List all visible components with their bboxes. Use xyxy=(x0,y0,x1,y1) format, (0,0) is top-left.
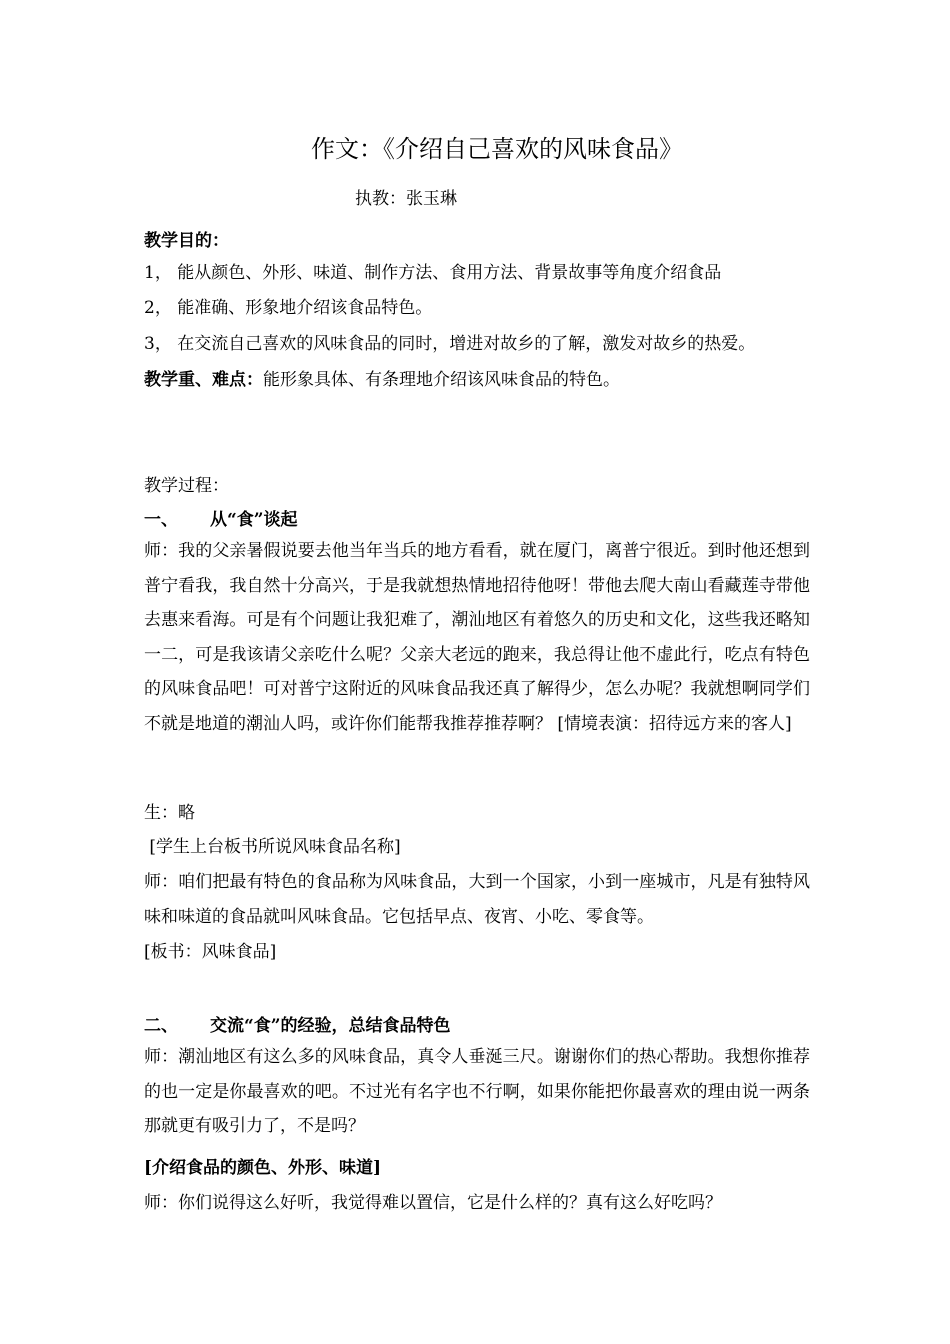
document-title: 作文：《介绍自己喜欢的风味食品》 xyxy=(311,135,683,163)
note-line: [学生上台板书所说风味食品名称] xyxy=(144,837,401,857)
section-heading xyxy=(144,1013,451,1039)
teacher-paragraph: 师：你们说得这么好听，我觉得难以置信，它是什么样的？真有这么好吃吗？ xyxy=(144,1193,722,1213)
student-line: 生：略 xyxy=(144,803,195,823)
key-points xyxy=(144,367,620,393)
objective-item: 3， 在交流自己喜欢的风味食品的同时，增进对故乡的了解，激发对故乡的热爱。 xyxy=(144,334,756,354)
key-points-label: 教学重、难点： xyxy=(144,370,263,390)
board-note: [板书：风味食品] xyxy=(144,942,277,962)
section-title: 交流“食”的经验，总结食品特色 xyxy=(210,1016,451,1036)
section-heading xyxy=(144,507,298,533)
teacher-paragraph: 师：潮汕地区有这么多的风味食品，真令人垂涎三尺。谢谢你们的热心帮助。我想你推荐的也一定是你最喜欢的吧。不过光有名字也不行啊，如果你能把你最喜欢的理由说一两条那就更有吸引力了，不是吗？ xyxy=(144,1047,810,1136)
teacher-paragraph: 师：我的父亲暑假说要去他当年当兵的地方看看，就在厦门，离普宁很近。到时他还想到普宁看我，我自然十分高兴，于是我就想热情地招待他呀！带他去爬大南山看藏莲寺带他去惠来看海。可是有个问题让我犯难了，潮汕地区有着悠久的历史和文化，这些我还略知一二，可是我该请父亲吃什么呢？父亲大老远的跑来，我总得让他不虚此行，吃点有特色的风味食品吧！可对普宁这附近的风味食品我还真了解得少，怎么办呢？我就想啊同学们不就是地道的潮汕人吗，或许你们能帮我推荐推荐啊？ [情境表演：招待远方来的客人] xyxy=(144,541,810,734)
section-number: 二、 xyxy=(144,1016,178,1036)
teacher-name: 执教：张玉琳 xyxy=(355,189,457,209)
teacher-paragraph: 师：咱们把最有特色的食品称为风味食品，大到一个国家，小到一座城市，凡是有独特风味和味道的食品就叫风味食品。它包括早点、夜宵、小吃、零食等。 xyxy=(144,872,810,927)
process-label: 教学过程： xyxy=(144,476,229,496)
objectives-label: 教学目的： xyxy=(144,231,229,251)
section-number: 一、 xyxy=(144,510,178,530)
subheading: [介绍食品的颜色、外形、味道] xyxy=(144,1158,382,1178)
key-points-text: 能形象具体、有条理地介绍该风味食品的特色。 xyxy=(263,370,620,390)
objective-item: 1， 能从颜色、外形、味道、制作方法、食用方法、背景故事等角度介绍食品 xyxy=(144,263,722,283)
section-title: 从“食”谈起 xyxy=(210,510,298,530)
objective-item: 2， 能准确、形象地介绍该食品特色。 xyxy=(144,298,433,318)
